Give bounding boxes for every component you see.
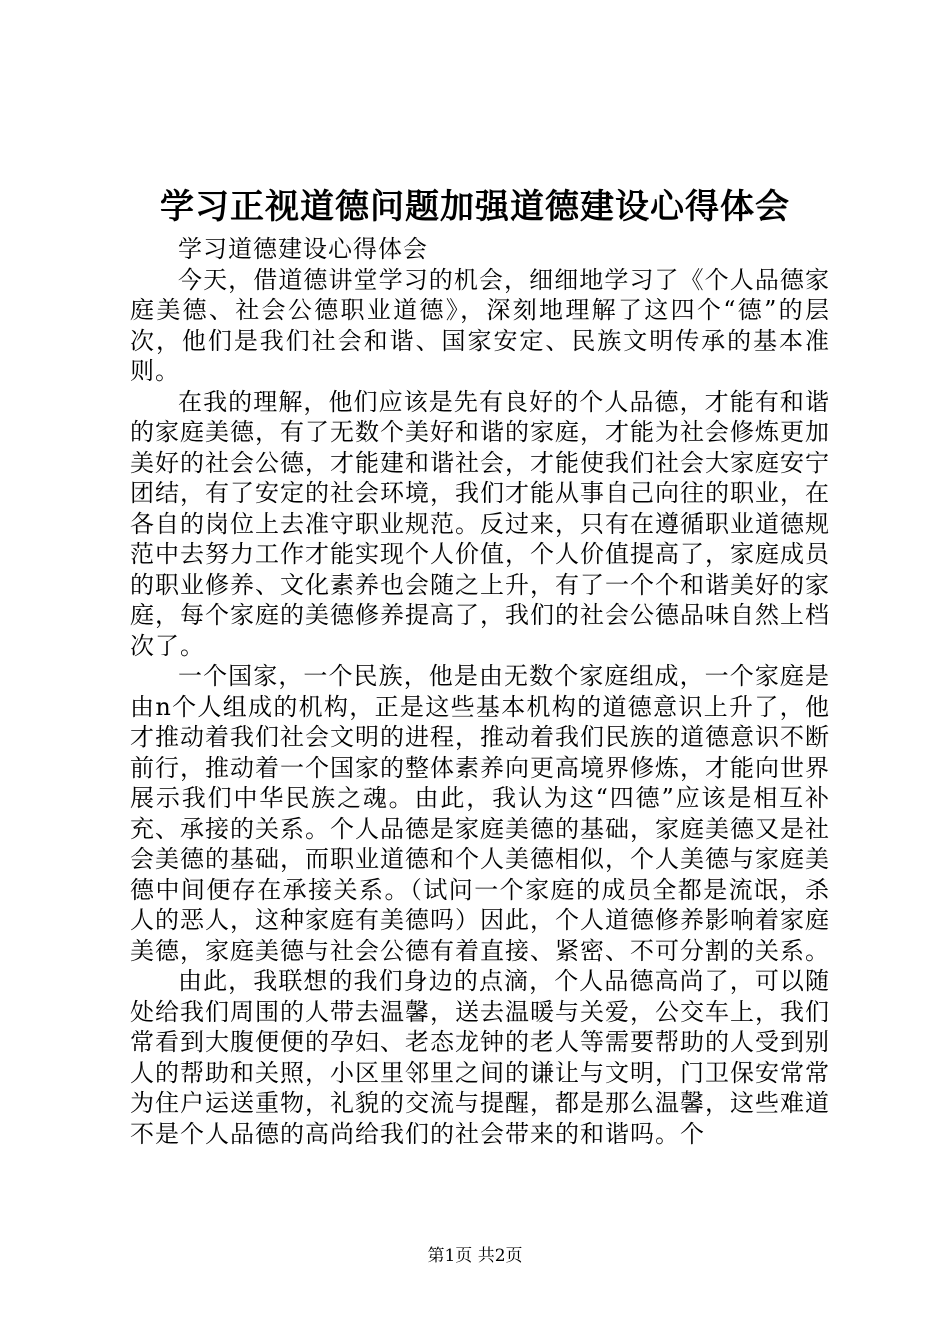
paragraph: 今天，借道德讲堂学习的机会，细细地学习了《个人品德家庭美德、社会公德职业道德》，深刻地理解了这四个“德”的层次，他们是我们社会和谐、国家安定、民族文明传承的基本准则。 bbox=[130, 265, 830, 385]
paragraph: 一个国家，一个民族，他是由无数个家庭组成，一个家庭是由n个人组成的机构，正是这些基本机构的道德意识上升了，他才推动着我们社会文明的进程，推动着我们民族的道德意识不断前行，推动着一个国家的整体素养向更高境界修炼，才能向世界展示我们中华民族之魂。由此，我认为这“四德”应该是相互补充、承接的关系。个人品德是家庭美德的基础，家庭美德又是社会美德的基础，而职业道德和个人美德相似，个人美德与家庭美德中间便存在承接关系。（试问一个家庭的成员全都是流氓，杀人的恶人，这种家庭有美德吗）因此，个人道德修养影响着家庭美德，家庭美德与社会公德有着直接、紧密、不可分割的关系。 bbox=[130, 662, 830, 965]
page-title: 学习正视道德问题加强道德建设心得体会 bbox=[160, 187, 790, 227]
page-footer: 第1页 共2页 bbox=[427, 1246, 523, 1266]
document-body bbox=[130, 234, 830, 1149]
paragraph: 在我的理解，他们应该是先有良好的个人品德，才能有和谐的家庭美德，有了无数个美好和谐的家庭，才能为社会修炼更加美好的社会公德，才能建和谐社会，才能使我们社会大家庭安宁团结，有了安定的社会环境，我们才能从事自己向往的职业，在各自的岗位上去准守职业规范。反过来，只有在遵循职业道德规范中去努力工作才能实现个人价值，个人价值提高了，家庭成员的职业修养、文化素养也会随之上升，有了一个个和谐美好的家庭，每个家庭的美德修养提高了，我们的社会公德品味自然上档次了。 bbox=[130, 387, 830, 660]
paragraph: 由此，我联想的我们身边的点滴，个人品德高尚了，可以随处给我们周围的人带去温馨，送去温暖与关爱，公交车上，我们常看到大腹便便的孕妇、老态龙钟的老人等需要帮助的人受到别人的帮助和关照，小区里邻里之间的谦让与文明，门卫保安常常为住户运送重物，礼貌的交流与提醒，都是那么温馨，这些难道不是个人品德的高尚给我们的社会带来的和谐吗。个 bbox=[130, 967, 830, 1148]
document-subtitle: 学习道德建设心得体会 bbox=[178, 235, 428, 263]
